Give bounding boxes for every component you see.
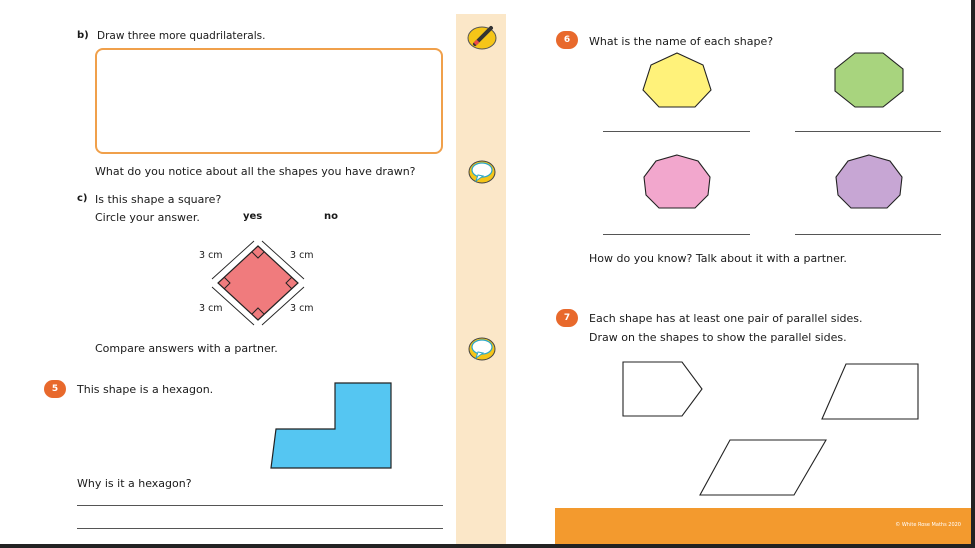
heptagon-shape xyxy=(640,50,714,110)
right-edge xyxy=(971,0,975,548)
hexagon-shape xyxy=(271,383,391,468)
answer-line[interactable] xyxy=(77,505,443,506)
bottom-edge xyxy=(0,544,975,548)
question-7-line1: Each shape has at least one pair of parallel sides. xyxy=(589,312,863,325)
speech-bubble-icon xyxy=(467,157,497,185)
question-6-how: How do you know? Talk about it with a partner. xyxy=(589,252,847,265)
side-label-top-right: 3 cm xyxy=(290,250,314,261)
parallelogram-outline[interactable] xyxy=(818,360,922,424)
part-b-label: b) xyxy=(77,30,89,41)
compare-instruction: Compare answers with a partner. xyxy=(95,342,278,355)
l-hexagon-diagram xyxy=(268,380,396,472)
part-c-label: c) xyxy=(77,193,88,204)
circle-instruction: Circle your answer. xyxy=(95,211,200,224)
pencil-icon xyxy=(466,22,498,50)
question-7-badge: 7 xyxy=(556,309,578,327)
nonagon-shape xyxy=(831,152,907,212)
question-6-badge: 6 xyxy=(556,31,578,49)
answer-yes[interactable]: yes xyxy=(243,211,263,222)
answer-line[interactable] xyxy=(603,131,750,132)
octagon-shape xyxy=(831,50,907,110)
answer-line[interactable] xyxy=(77,528,443,529)
question-7-line2: Draw on the shapes to show the parallel sides. xyxy=(589,331,847,344)
question-5-badge: 5 xyxy=(44,380,66,398)
speech-bubble-icon xyxy=(467,334,497,362)
copyright-text: © White Rose Maths 2020 xyxy=(895,522,961,528)
part-b-prompt: Draw three more quadrilaterals. xyxy=(97,30,266,42)
page-spine xyxy=(456,14,506,548)
answer-line[interactable] xyxy=(795,131,941,132)
nonagon-shape xyxy=(640,152,714,212)
part-c-prompt: Is this shape a square? xyxy=(95,193,222,206)
question-5-text: This shape is a hexagon. xyxy=(77,383,214,396)
answer-line[interactable] xyxy=(795,234,941,235)
answer-no[interactable]: no xyxy=(324,211,338,222)
question-5-why: Why is it a hexagon? xyxy=(77,477,192,490)
side-label-bottom-left: 3 cm xyxy=(199,303,223,314)
side-label-top-left: 3 cm xyxy=(199,250,223,261)
side-label-bottom-right: 3 cm xyxy=(290,303,314,314)
answer-line[interactable] xyxy=(603,234,750,235)
notice-question: What do you notice about all the shapes you have drawn? xyxy=(95,165,416,178)
pentagon-outline[interactable] xyxy=(618,358,708,422)
question-6-text: What is the name of each shape? xyxy=(589,35,774,48)
drawing-answer-box[interactable] xyxy=(95,48,443,154)
page-footer xyxy=(555,508,975,548)
parallelogram-outline[interactable] xyxy=(696,436,830,500)
